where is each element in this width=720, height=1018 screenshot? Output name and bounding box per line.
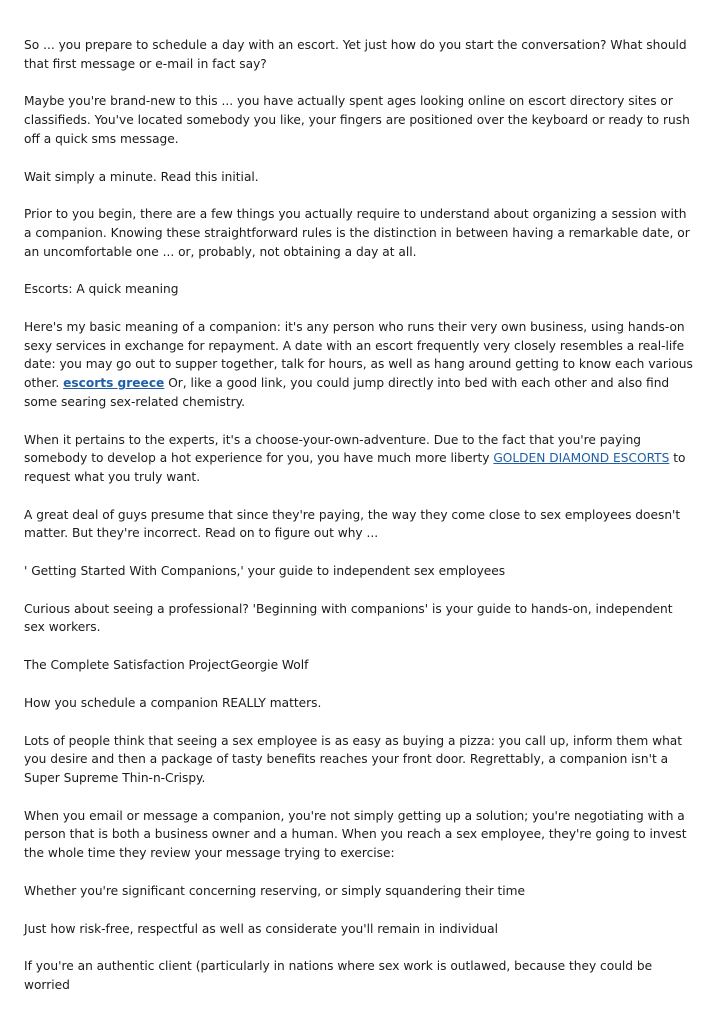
paragraph: A great deal of guys presume that since they're paying, the way they come close to sex employees doesn't matter. But they're incorrect. Read on to figure out why ... — [24, 507, 681, 541]
section-heading: Escorts: A quick meaning — [24, 282, 179, 297]
paragraph: Wait simply a minute. Read this initial. — [24, 169, 259, 184]
golden-diamond-escorts-link[interactable]: GOLDEN DIAMOND ESCORTS — [493, 451, 670, 466]
paragraph: When you email or message a companion, you're not simply getting up a solution; you're negotiating with a person that is both a business owner and a human. When you reach a sex employee, they're going to invest the whole time they review your message trying to exercise: — [24, 808, 687, 861]
paragraph-text: Or, like a good link, you could jump directly into bed with each other and also find some searing sex-related chemistry. — [24, 376, 670, 409]
paragraph: Prior to you begin, there are a few things you actually require to understand about organizing a session with a companion. Knowing these straightforward rules is the distinction in between having a remarkable date, or an uncomfortable one ... or, probably, not obtaining a day at all. — [24, 207, 690, 259]
paragraph-text: When it pertains to the experts, it's a choose-your-own-adventure. Due to the fact that you're paying somebody to develop a hot experience for you, you have much more liberty — [24, 432, 642, 466]
paragraph: If you're an authentic client (particularly in nations where sex work is outlawed, because they could be worried — [24, 959, 653, 992]
paragraph: Just how risk-free, respectful as well as considerate you'll remain in individual — [24, 921, 498, 936]
paragraph: Curious about seeing a professional? 'Beginning with companions' is your guide to hands-on, independent sex workers. — [24, 601, 673, 635]
paragraph: Whether you're significant concerning reserving, or simply squandering their time — [24, 883, 525, 898]
escorts-greece-link[interactable]: escorts greece — [63, 376, 165, 391]
document-body — [24, 36, 696, 995]
paragraph: Lots of people think that seeing a sex employee is as easy as buying a pizza: you call up, inform them what you desire and then a package of tasty benefits reaches your front door. Regrettably, a companion isn't a Super Supreme Thin-n-Crispy. — [24, 733, 683, 785]
paragraph: ' Getting Started With Companions,' your guide to independent sex employees — [24, 564, 506, 579]
paragraph — [24, 318, 696, 412]
paragraph-text: to request what you truly want. — [24, 451, 686, 484]
paragraph: So ... you prepare to schedule a day with an escort. Yet just how do you start the conversation? What should that first message or e-mail in fact say? — [24, 38, 687, 71]
paragraph — [24, 431, 696, 487]
paragraph-text: Here's my basic meaning of a companion: it's any person who runs their very own business, using hands-on sexy services in exchange for repayment. A date with an escort frequently very closely resembles a real-life date: you may go out to supper together, talk for hours, as well as hang around getting to know each various other. — [24, 320, 693, 391]
paragraph: The Complete Satisfaction ProjectGeorgie Wolf — [24, 658, 309, 673]
paragraph: How you schedule a companion REALLY matters. — [24, 695, 322, 710]
paragraph: Maybe you're brand-new to this ... you have actually spent ages looking online on escort directory sites or classifieds. You've located somebody you like, your fingers are positioned over the keyboard or ready to rush off a quick sms message. — [24, 94, 690, 146]
